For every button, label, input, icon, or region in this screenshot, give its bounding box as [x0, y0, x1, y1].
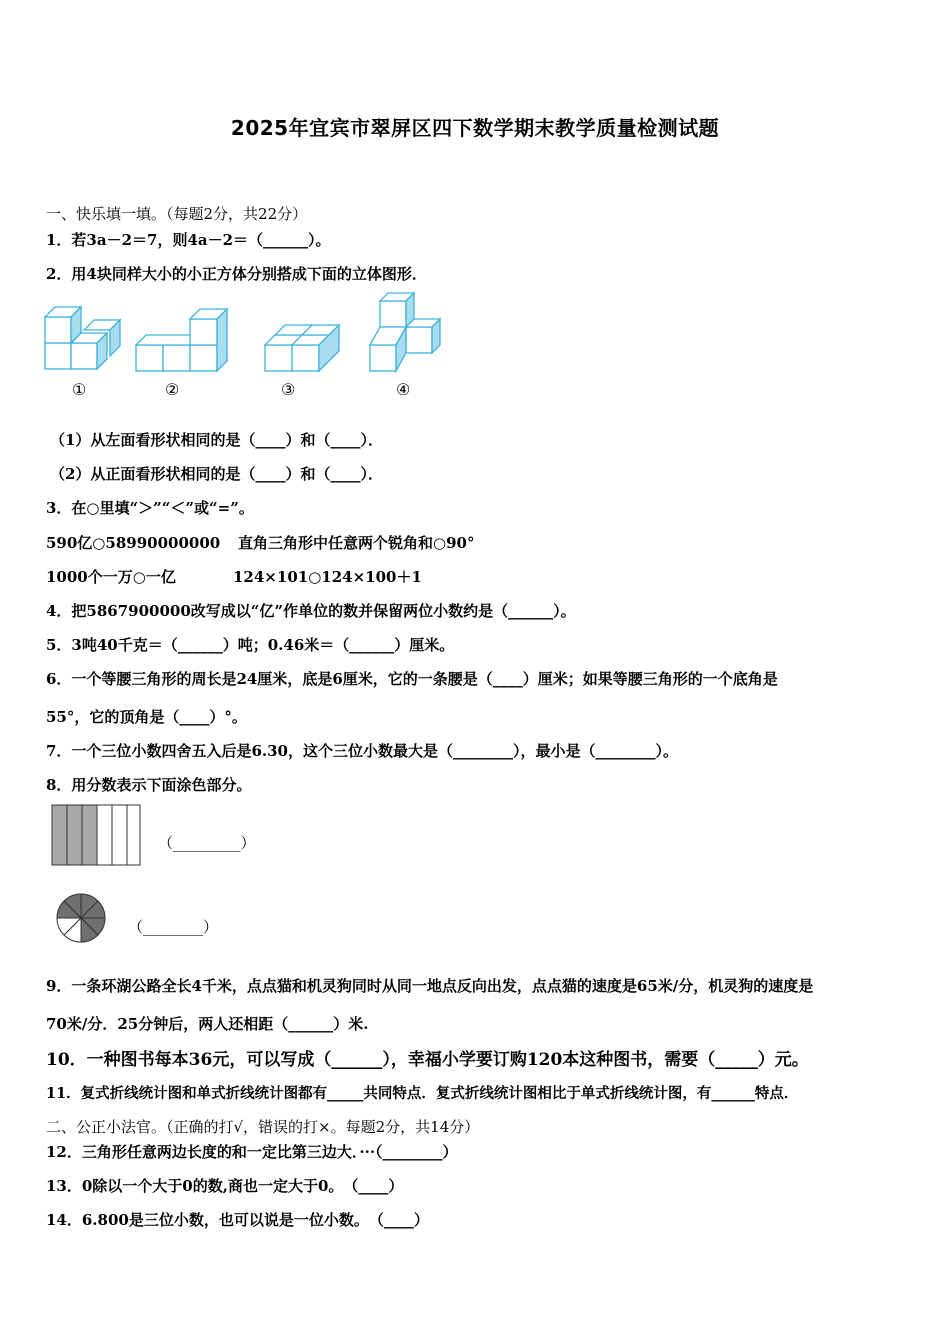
cube-figure-1	[40, 298, 120, 373]
question-9-line-2: 70米/分．25分钟后，两人还相距（______）米.	[46, 1015, 369, 1033]
figure-label-2: ②	[165, 380, 180, 399]
question-2: 2．用4块同样大小的小正方体分别搭成下面的立体图形．	[46, 265, 427, 283]
question-8-blank-1: （_________）	[158, 834, 256, 852]
question-8-blank-2: （________）	[128, 918, 219, 936]
question-1: 1．若3a－2＝7，则4a－2＝（______）。	[46, 231, 331, 249]
fraction-circle-figure	[55, 892, 107, 944]
cube-figure-3	[262, 315, 342, 373]
question-7: 7．一个三位小数四舍五入后是6.30，这个三位小数最大是（________），最小是（________）。	[46, 742, 678, 760]
question-6-line-1: 6．一个等腰三角形的周长是24厘米，底是6厘米，它的一条腰是（____）厘米；如果等腰三角形的一个底角是	[46, 670, 778, 688]
page-title: 2025年宜宾市翠屏区四下数学期末教学质量检测试题	[230, 116, 720, 140]
question-3-b: 直角三角形中任意两个锐角和○90°	[238, 534, 475, 552]
question-3: 3．在○里填“＞”“＜”或“=”。	[46, 499, 254, 517]
question-11: 11．复式折线统计图和单式折线统计图都有_____共同特点．复式折线统计图相比于单式折线统计图，有______特点．	[46, 1085, 799, 1102]
question-12: 12．三角形任意两边长度的和一定比第三边大．···（________）	[46, 1143, 458, 1161]
section-2-heading: 二、公正小法官。（正确的打√，错误的打×。每题2分，共14分）	[46, 1118, 480, 1136]
question-3-a: 590亿○58990000000	[46, 534, 221, 552]
question-2-part-1: （1）从左面看形状相同的是（____）和（____）．	[50, 431, 383, 449]
question-8: 8．用分数表示下面涂色部分。	[46, 776, 252, 794]
section-1-heading: 一、快乐填一填。（每题2分，共22分）	[46, 205, 308, 223]
question-10: 10．一种图书每本36元，可以写成（______），幸福小学要订购120本这种图书，需要（_____）元。	[46, 1050, 809, 1070]
question-14: 14．6.800是三位小数，也可以说是一位小数。 （____）	[46, 1211, 429, 1229]
figure-label-4: ④	[396, 380, 411, 399]
figure-label-1: ①	[72, 380, 87, 399]
cube-figure-4	[366, 290, 446, 375]
question-2-part-2: （2）从正面看形状相同的是（____）和（____）．	[50, 465, 383, 483]
question-3-d: 124×101○124×100＋1	[233, 568, 422, 586]
question-4: 4．把5867900000改写成以“亿”作单位的数并保留两位小数约是（______）。	[46, 602, 576, 620]
question-3-c: 1000个一万○一亿	[46, 568, 176, 586]
fraction-rectangle-figure	[52, 805, 142, 867]
question-5: 5．3吨40千克＝（______）吨；0.46米＝（______）厘米。	[46, 636, 455, 654]
question-13: 13．0除以一个大于0的数,商也一定大于0。 （____）	[46, 1177, 404, 1195]
question-9-line-1: 9．一条环湖公路全长4千米，点点猫和机灵狗同时从同一地点反向出发，点点猫的速度是65米/分，机灵狗的速度是	[46, 977, 814, 995]
figure-label-3: ③	[281, 380, 296, 399]
question-6-line-2: 55°，它的顶角是（____）°。	[46, 708, 247, 726]
cube-figure-2	[133, 315, 238, 373]
